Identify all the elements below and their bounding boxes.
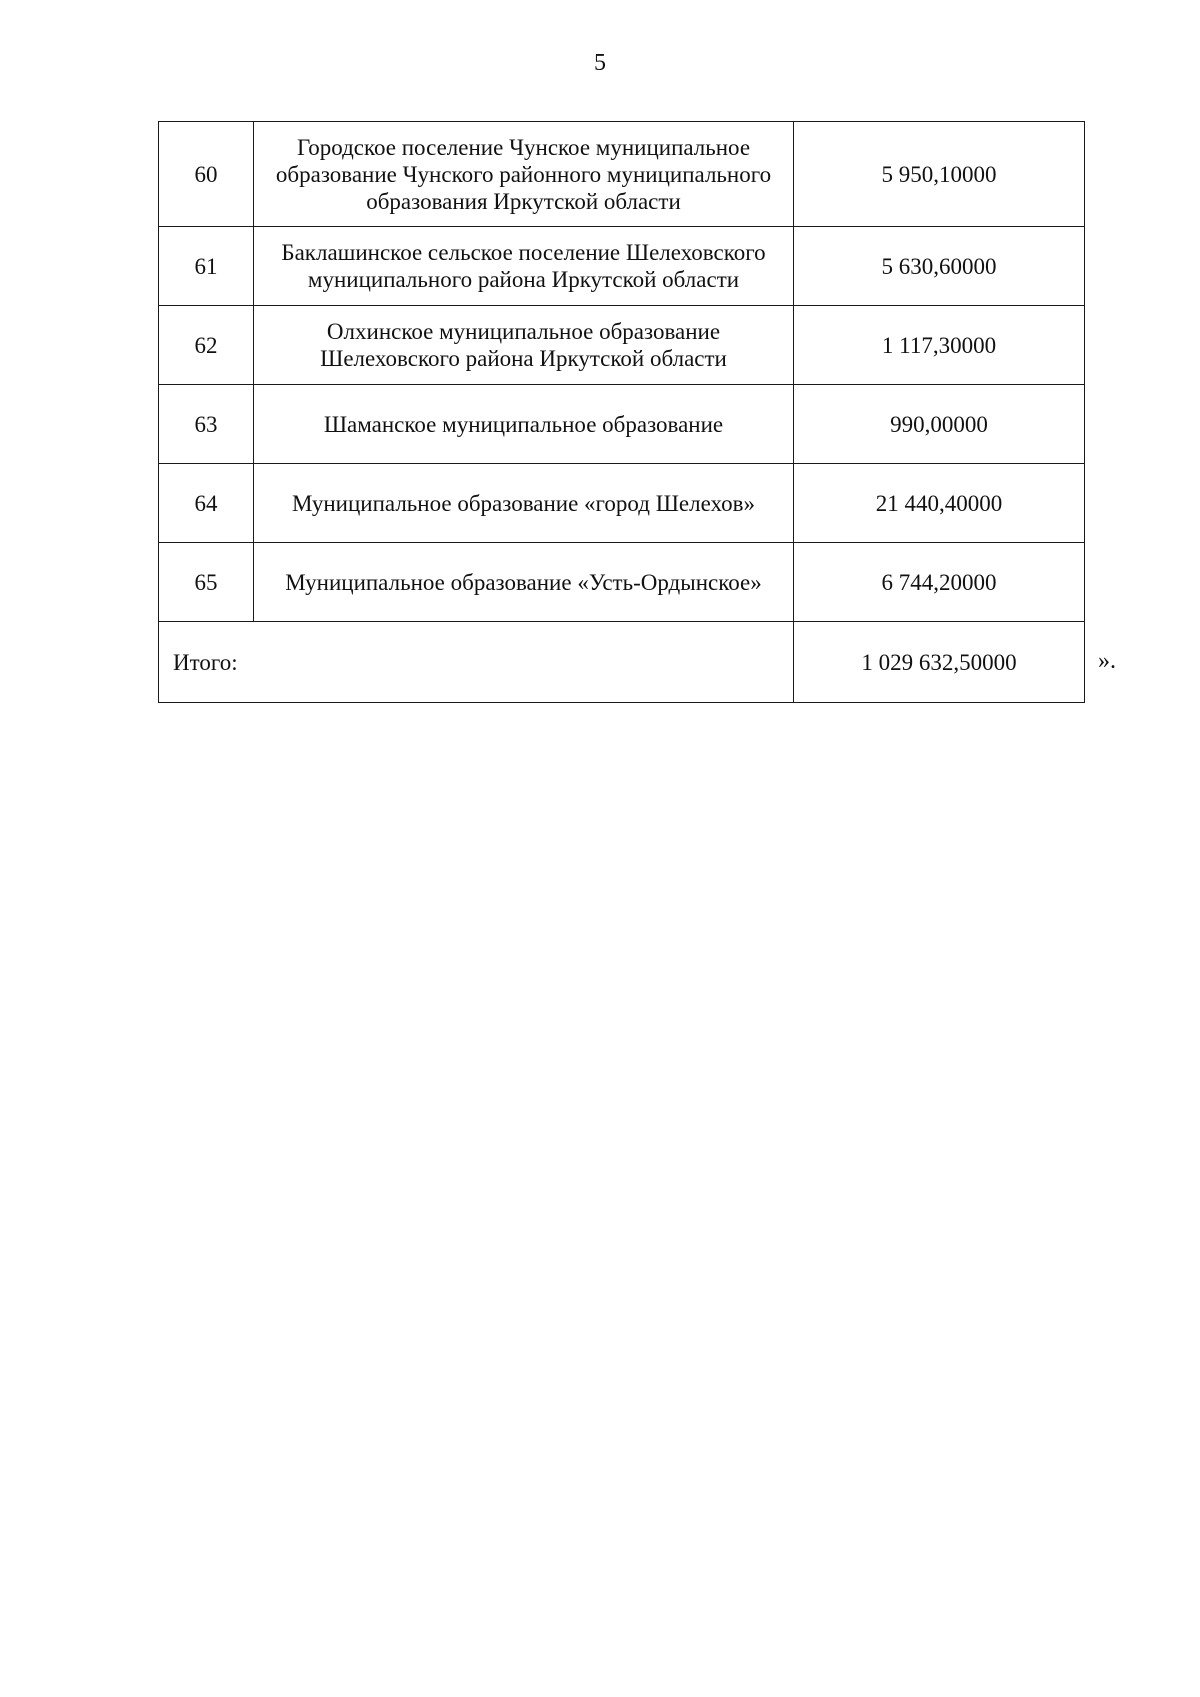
municipality-name: Шаманское муниципальное образование	[254, 385, 794, 464]
table-row	[159, 227, 1085, 306]
page-number: 5	[594, 50, 606, 76]
amount-value: 5 950,10000	[794, 122, 1085, 227]
municipality-name: Муниципальное образование «Усть-Ордынское»	[254, 543, 794, 622]
table-row	[159, 385, 1085, 464]
closing-quote: ».	[1098, 648, 1116, 674]
municipality-name: Баклашинское сельское поселение Шелеховского муниципального района Иркутской области	[254, 227, 794, 306]
row-number: 60	[159, 122, 254, 227]
municipality-name: Олхинское муниципальное образование Шелеховского района Иркутской области	[254, 306, 794, 385]
table-row	[159, 122, 1085, 227]
row-number: 64	[159, 464, 254, 543]
allocation-table	[158, 121, 1085, 703]
amount-value: 990,00000	[794, 385, 1085, 464]
municipality-name: Городское поселение Чунское муниципальное образование Чунского районного муниципального образования Иркутской области	[254, 122, 794, 227]
amount-value: 6 744,20000	[794, 543, 1085, 622]
total-label: Итого:	[159, 622, 794, 703]
row-number: 63	[159, 385, 254, 464]
row-number: 62	[159, 306, 254, 385]
total-value: 1 029 632,50000	[794, 622, 1085, 703]
table-row	[159, 543, 1085, 622]
amount-value: 1 117,30000	[794, 306, 1085, 385]
row-number: 65	[159, 543, 254, 622]
amount-value: 5 630,60000	[794, 227, 1085, 306]
table-row	[159, 306, 1085, 385]
municipality-name: Муниципальное образование «город Шелехов»	[254, 464, 794, 543]
total-row	[159, 622, 1085, 703]
table-row	[159, 464, 1085, 543]
row-number: 61	[159, 227, 254, 306]
amount-value: 21 440,40000	[794, 464, 1085, 543]
